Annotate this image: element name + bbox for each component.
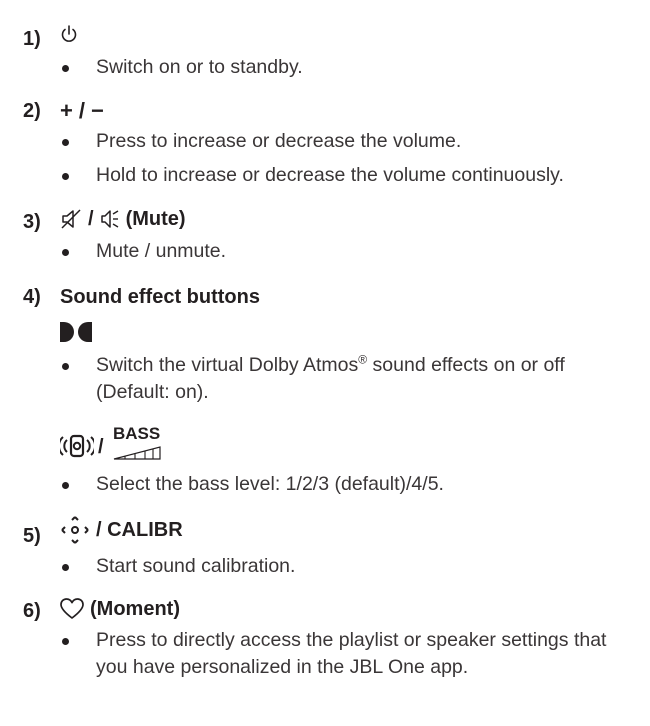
plus-symbol: + — [60, 98, 73, 123]
calibration-icon — [60, 515, 90, 545]
mute-label: (Mute) — [125, 208, 186, 230]
dolby-icon — [60, 322, 92, 342]
item-number: 6) — [23, 600, 41, 622]
bullet-text: Mute / unmute. — [96, 238, 636, 265]
bullet-text: Start sound calibration. — [96, 553, 636, 580]
bullet-text: Press to directly access the playlist or speaker settings that you have personalized in the JBL One app. — [96, 627, 636, 681]
bullet-bass: Select the bass level: 1/2/3 (default)/4/5. — [96, 471, 636, 498]
moment-heading — [60, 598, 180, 620]
bullet-text: Press to increase or decrease the volume. — [96, 128, 636, 155]
slash-separator: / — [78, 98, 85, 123]
sound-effect-title: Sound effect buttons — [60, 286, 260, 308]
bass-icon — [60, 432, 94, 460]
bass-level-icon — [113, 446, 161, 460]
bullet-text: Switch on or to standby. — [96, 54, 636, 81]
item-number: 5) — [23, 525, 41, 547]
slash-separator: / — [98, 436, 104, 458]
mute-icon — [60, 208, 82, 230]
power-heading — [60, 24, 78, 44]
item-number: 3) — [23, 211, 41, 233]
bullet-dolby: Switch the virtual Dolby Atmos® sound effects on or off (Default: on). — [96, 352, 636, 406]
bass-word: BASS — [113, 424, 161, 443]
unmute-icon — [100, 208, 120, 230]
bullet-text: Hold to increase or decrease the volume continuously. — [96, 162, 636, 189]
item-number: 2) — [23, 100, 41, 122]
calibr-label: / CALIBR — [96, 519, 183, 541]
mute-heading — [60, 208, 186, 230]
calibration-heading — [60, 515, 183, 545]
power-icon — [60, 24, 78, 44]
minus-symbol: − — [90, 98, 104, 123]
heart-icon — [60, 598, 84, 620]
moment-label: (Moment) — [90, 598, 180, 620]
item-number: 1) — [23, 28, 41, 50]
item-number: 4) — [23, 286, 41, 308]
slash-separator: / — [88, 208, 94, 230]
volume-heading — [60, 100, 104, 122]
bass-heading — [60, 426, 180, 462]
